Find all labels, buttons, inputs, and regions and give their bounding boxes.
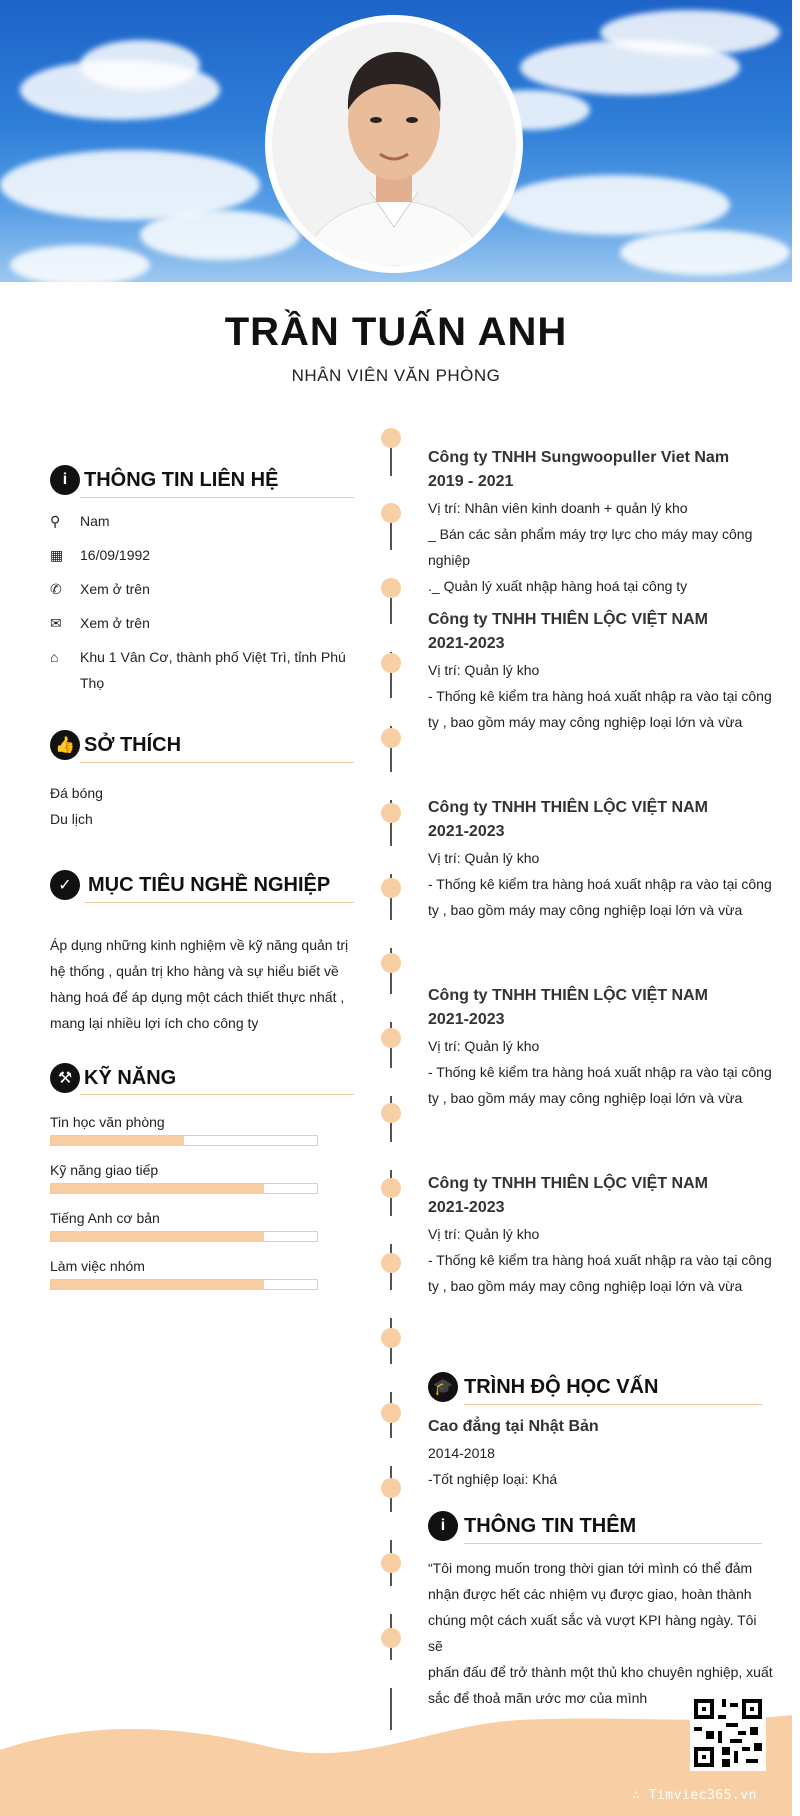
timeline-dot: [381, 1103, 401, 1123]
section-divider: [80, 1094, 354, 1095]
contact-email: ✉ Xem ở trên: [50, 610, 350, 636]
timeline-dot: [381, 953, 401, 973]
check-icon: ✓: [50, 870, 80, 900]
job-description: Vị trí: Quản lý kho - Thống kê kiểm tra hàng hoá xuất nhập ra vào tại công ty , bao gồm máy may công nghiệp loại lớn và vừa: [428, 1226, 772, 1294]
timeline-dot: [381, 1253, 401, 1273]
timeline-dot: [381, 878, 401, 898]
whatsapp-icon: ✆: [50, 581, 62, 597]
graduation-cap-icon: 🎓: [428, 1372, 458, 1402]
skill-bar-fill: [51, 1184, 264, 1193]
candidate-role: NHÂN VIÊN VĂN PHÒNG: [291, 366, 501, 385]
hobbies-section-title: 👍 SỞ THÍCH: [50, 730, 181, 760]
job-period: 2019 - 2021: [428, 473, 514, 490]
job-company: Công ty TNHH THIÊN LỘC VIỆT NAM: [428, 611, 708, 628]
job-description: Vị trí: Quản lý kho - Thống kê kiểm tra hàng hoá xuất nhập ra vào tại công ty , bao gồm máy may công nghiệp loại lớn và vừa: [428, 1038, 772, 1106]
candidate-name: TRẦN TUẤN ANH: [224, 310, 568, 354]
timeline-dot: [381, 1553, 401, 1573]
timeline-dot: [381, 1328, 401, 1348]
timeline-line: [390, 430, 392, 1730]
gender-icon: ⚲: [50, 513, 61, 529]
info-icon: i: [50, 465, 80, 495]
skill-bar: [50, 1231, 318, 1242]
avatar: [272, 22, 516, 266]
job-company: Công ty TNHH THIÊN LỘC VIỆT NAM: [428, 1175, 708, 1192]
section-divider: [464, 1543, 762, 1544]
timeline-dot: [381, 803, 401, 823]
job-period: 2021-2023: [428, 823, 505, 840]
skill-bar-fill: [51, 1232, 264, 1241]
skill-label: Làm việc nhóm: [50, 1258, 145, 1274]
timeline-dot: [381, 728, 401, 748]
section-divider: [80, 762, 354, 763]
contact-address: ⌂ Khu 1 Vân Cơ, thành phố Việt Trì, tỉnh Phú Thọ: [50, 644, 350, 696]
tools-icon: ⚒: [50, 1063, 80, 1093]
extra-section-title: i THÔNG TIN THÊM: [428, 1511, 636, 1541]
contact-birthday: ▦ 16/09/1992: [50, 542, 350, 568]
thumbs-up-icon: 👍: [50, 730, 80, 760]
timeline-dot: [381, 1178, 401, 1198]
job-description: Vị trí: Quản lý kho - Thống kê kiểm tra hàng hoá xuất nhập ra vào tại công ty , bao gồm máy may công nghiệp loại lớn và vừa: [428, 662, 772, 730]
objective-section-title: ✓ MỤC TIÊU NGHỀ NGHIỆP: [50, 870, 330, 900]
contact-section-title: i THÔNG TIN LIÊN HỆ: [50, 465, 278, 495]
education-school: Cao đẳng tại Nhật Bản: [428, 1418, 599, 1435]
hobby-item: Đá bóng: [50, 785, 103, 801]
section-divider: [84, 902, 354, 903]
skill-bar: [50, 1279, 318, 1290]
job-period: 2021-2023: [428, 1199, 505, 1216]
job-period: 2021-2023: [428, 1011, 505, 1028]
skill-bar-fill: [51, 1136, 184, 1145]
timeline-dot: [381, 578, 401, 598]
info-icon: i: [428, 1511, 458, 1541]
home-icon: ⌂: [50, 649, 59, 665]
job-description: Vị trí: Nhân viên kinh doanh + quản lý kho _ Bán các sản phẩm máy trợ lực cho máy may công nghiệp ._ Quản lý xuất nhập hàng hoá tại công ty: [428, 500, 753, 594]
envelope-icon: ✉: [50, 615, 62, 631]
job-company: Công ty TNHH Sungwoopuller Viet Nam: [428, 449, 730, 466]
job-company: Công ty TNHH THIÊN LỘC VIỆT NAM: [428, 987, 708, 1004]
skill-label: Tin học văn phòng: [50, 1114, 165, 1130]
skill-label: Kỹ năng giao tiếp: [50, 1162, 159, 1178]
skill-bar: [50, 1183, 318, 1194]
skills-section-title: ⚒ KỸ NĂNG: [50, 1063, 176, 1093]
birthday-cake-icon: ▦: [50, 547, 64, 563]
contact-gender: ⚲ Nam: [50, 508, 350, 534]
extra-text: “Tôi mong muốn trong thời gian tới mình có thể đảm nhận được hết các nhiệm vụ được giao, hoàn thành chúng một cách xuất sắc và vượt KPI hàng ngày. Tôi sẽ phấn đấu để trở thành một thủ kho chuyên nghiệp, xuất sắc để thoả mãn ước mơ của mình: [428, 1560, 773, 1706]
timeline-dot: [381, 1628, 401, 1648]
skill-bar-fill: [51, 1280, 264, 1289]
job-period: 2021-2023: [428, 635, 505, 652]
timeline-dot: [381, 1403, 401, 1423]
hobby-item: Du lịch: [50, 811, 93, 827]
section-divider: [80, 497, 354, 498]
skill-bar: [50, 1135, 318, 1146]
qr-code: [690, 1695, 766, 1771]
timeline-dot: [381, 1028, 401, 1048]
timeline-dot: [381, 503, 401, 523]
skill-label: Tiếng Anh cơ bản: [50, 1210, 160, 1226]
contact-phone: ✆ Xem ở trên: [50, 576, 350, 602]
education-section-title: 🎓 TRÌNH ĐỘ HỌC VẤN: [428, 1372, 658, 1402]
objective-text: Áp dụng những kinh nghiệm về kỹ năng quản trị hệ thống , quản trị kho hàng và sự hiểu biết về hàng hoá để áp dụng một cách thiết thực nhất , mang lại nhiều lợi ích cho công ty: [50, 937, 349, 1031]
timeline-dot: [381, 653, 401, 673]
job-company: Công ty TNHH THIÊN LỘC VIỆT NAM: [428, 799, 708, 816]
timeline-dot: [381, 428, 401, 448]
timviec365-watermark: ∴ Timviec365.vn: [632, 1788, 757, 1803]
section-divider: [464, 1404, 762, 1405]
education-details: 2014-2018 -Tốt nghiệp loại: Khá: [428, 1445, 558, 1487]
job-description: Vị trí: Quản lý kho - Thống kê kiểm tra hàng hoá xuất nhập ra vào tại công ty , bao gồm máy may công nghiệp loại lớn và vừa: [428, 850, 772, 918]
timeline-dot: [381, 1478, 401, 1498]
